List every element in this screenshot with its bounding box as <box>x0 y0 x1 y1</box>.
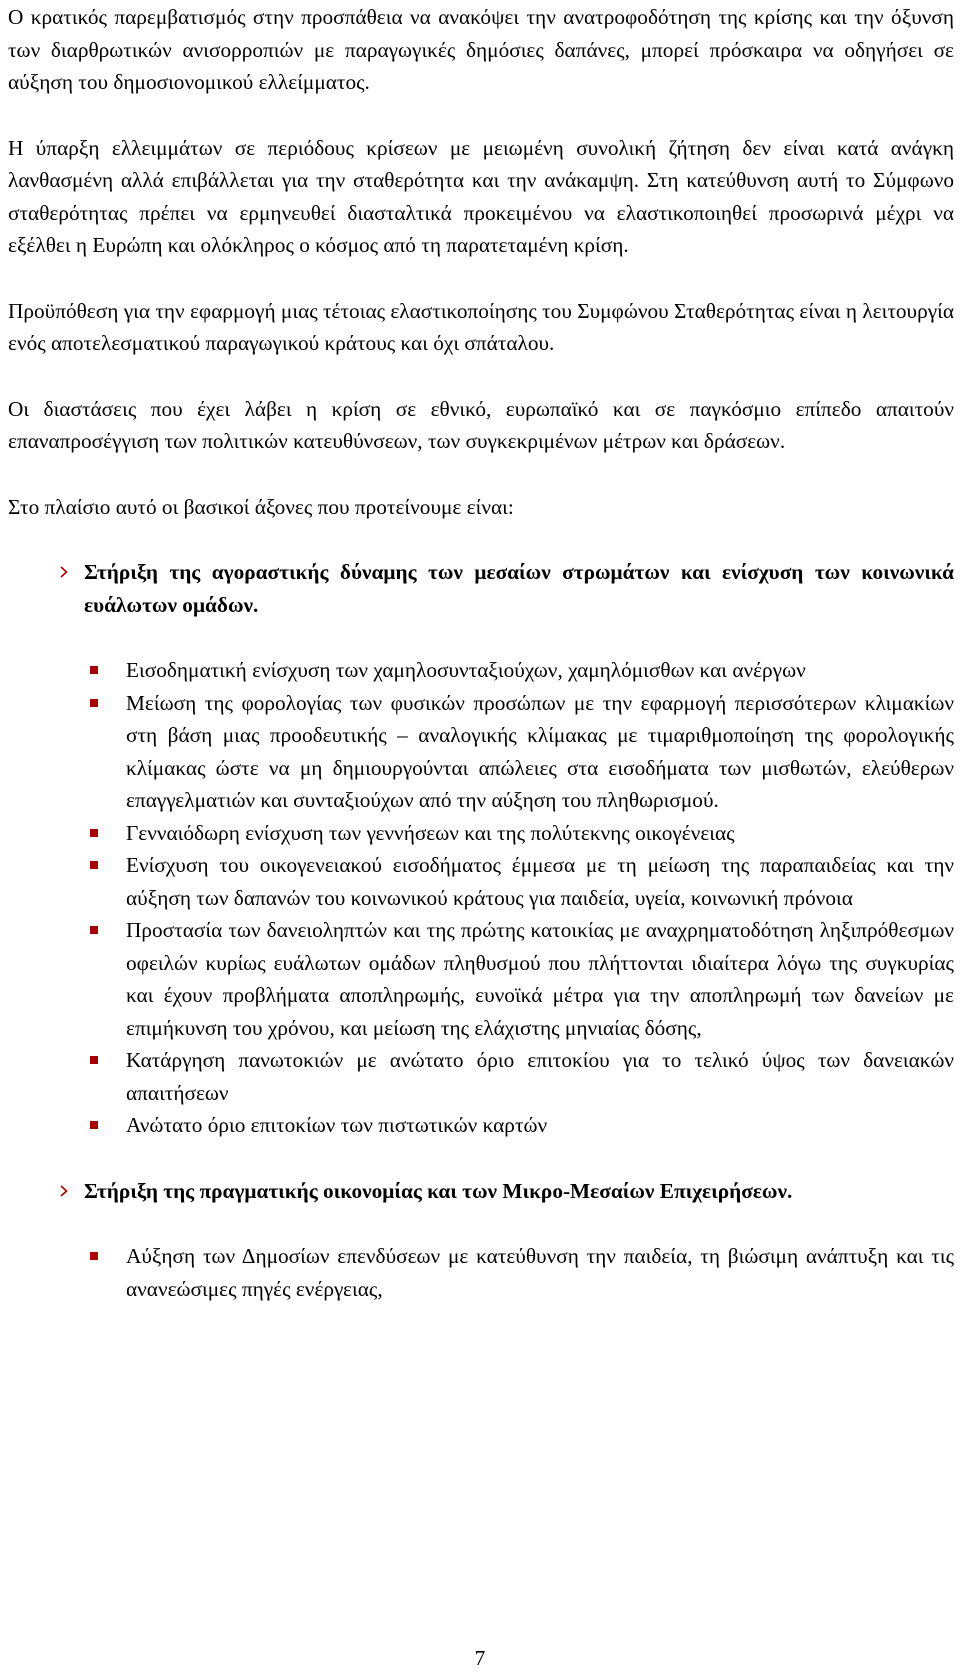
list-item: Κατάργηση πανωτοκιών με ανώτατο όριο επιτοκίου για το τελικό ύψος των δανειακών απαιτήσεων <box>8 1044 954 1109</box>
list-item: Γενναιόδωρη ενίσχυση των γεννήσεων και της πολύτεκνης οικογένειας <box>8 817 954 850</box>
square-bullet-icon <box>90 849 100 882</box>
paragraph-intervention: Ο κρατικός παρεμβατισμός στην προσπάθεια να ανακόψει την ανατροφοδότηση της κρίσης και την όξυνση των διαρθρωτικών ανισορροπιών με παραγωγικές δημόσιες δαπάνες, μπορεί πρόσκαιρα να οδηγήσει σε αύξηση του δημοσιονομικού ελλείμματος. <box>8 5 954 94</box>
list-item: Μείωση της φορολογίας των φυσικών προσώπων με την εφαρμογή περισσότερων κλιμακίων στη βάση μιας προοδευτικής – αναλογικής κλίμακας με τιμαριθμοποίηση της φορολογικής κλίμακας ώστε να μη δημιουργούνται απώλειες στα εισοδήματα των μισθωτών, ελεύθερων επαγγελματιών και συνταξιούχων από την αύξηση του πληθωρισμού. <box>8 687 954 817</box>
section-heading-real-economy <box>8 1175 954 1208</box>
square-bullet-icon <box>90 1109 100 1142</box>
list-item: Ενίσχυση του οικογενειακού εισοδήματος έμμεσα με τη μείωση της παραπαιδείας και την αύξηση των δαπανών του κοινωνικού κράτους για παιδεία, υγεία, κοινωνική πρόνοια <box>8 849 954 914</box>
document-page <box>8 0 954 1305</box>
list-item: Ανώτατο όριο επιτοκίων των πιστωτικών καρτών <box>8 1109 954 1142</box>
section-heading-purchasing-power <box>8 556 954 621</box>
square-bullet-icon <box>90 654 100 687</box>
paragraph-axes-intro: Στο πλαίσιο αυτό οι βασικοί άξονες που προτείνουμε είναι: <box>8 494 514 519</box>
square-bullet-icon <box>90 1240 100 1273</box>
paragraph-dimensions: Οι διαστάσεις που έχει λάβει η κρίση σε εθνικό, ευρωπαϊκό και σε παγκόσμιο επίπεδο απαιτούν επαναπροσέγγιση των πολιτικών κατευθύνσεων, των συγκεκριμένων μέτρων και δράσεων. <box>8 396 954 453</box>
section-title: Στήριξη της πραγματικής οικονομίας και των Μικρο-Μεσαίων Επιχειρήσεων. <box>84 1178 793 1203</box>
bullet-list-purchasing-power <box>8 654 954 1142</box>
square-bullet-icon <box>90 914 100 947</box>
paragraph-deficits: Η ύπαρξη ελλειμμάτων σε περιόδους κρίσεων με μειωμένη συνολική ζήτηση δεν είναι κατά ανάγκη λανθασμένη αλλά επιβάλλεται για την σταθερότητα και την ανάκαμψη. Στη κατεύθυνση αυτή το Σύμφωνο σταθερότητας πρέπει να ερμηνευθεί διασταλτικά προκειμένου να ελαστικοποιηθεί προσωρινά μέχρι να εξέλθει η Ευρώπη και ολόκληρος ο κόσμος από τη παρατεταμένη κρίση. <box>8 135 954 257</box>
list-item: Προστασία των δανειοληπτών και της πρώτης κατοικίας με αναχρηματοδότηση ληξιπρόθεσμων οφειλών κυρίως ευάλωτων ομάδων πληθυσμού που πλήττονται ιδιαίτερα λόγω της συγκυρίας και έχουν προβλήματα αποπληρωμής, ευνοϊκά μέτρα για την αποπληρωμή των δανείων με επιμήκυνση του χρόνου, και μείωση της ελάχιστης μηνιαίας δόσης, <box>8 914 954 1044</box>
list-item: Εισοδηματική ενίσχυση των χαμηλοσυνταξιούχων, χαμηλόμισθων και ανέργων <box>8 654 954 687</box>
list-item: Αύξηση των Δημοσίων επενδύσεων με κατεύθυνση την παιδεία, τη βιώσιμη ανάπτυξη και τις ανανεώσιμες πηγές ενέργειας, <box>8 1240 954 1305</box>
paragraph-precondition: Προϋπόθεση για την εφαρμογή μιας τέτοιας ελαστικοποίησης του Συμφώνου Σταθερότητας είναι η λειτουργία ενός αποτελεσματικού παραγωγικού κράτους και όχι σπάταλου. <box>8 298 954 355</box>
square-bullet-icon <box>90 1044 100 1077</box>
section-title: Στήριξη της αγοραστικής δύναμης των μεσαίων στρωμάτων και ενίσχυση των κοινωνικά ευάλωτων ομάδων. <box>84 560 954 617</box>
arrow-right-icon <box>60 556 72 589</box>
arrow-right-icon <box>60 1175 72 1208</box>
bullet-list-real-economy <box>8 1240 954 1305</box>
square-bullet-icon <box>90 687 100 720</box>
page-number: 7 <box>474 1646 486 1670</box>
square-bullet-icon <box>90 817 100 850</box>
